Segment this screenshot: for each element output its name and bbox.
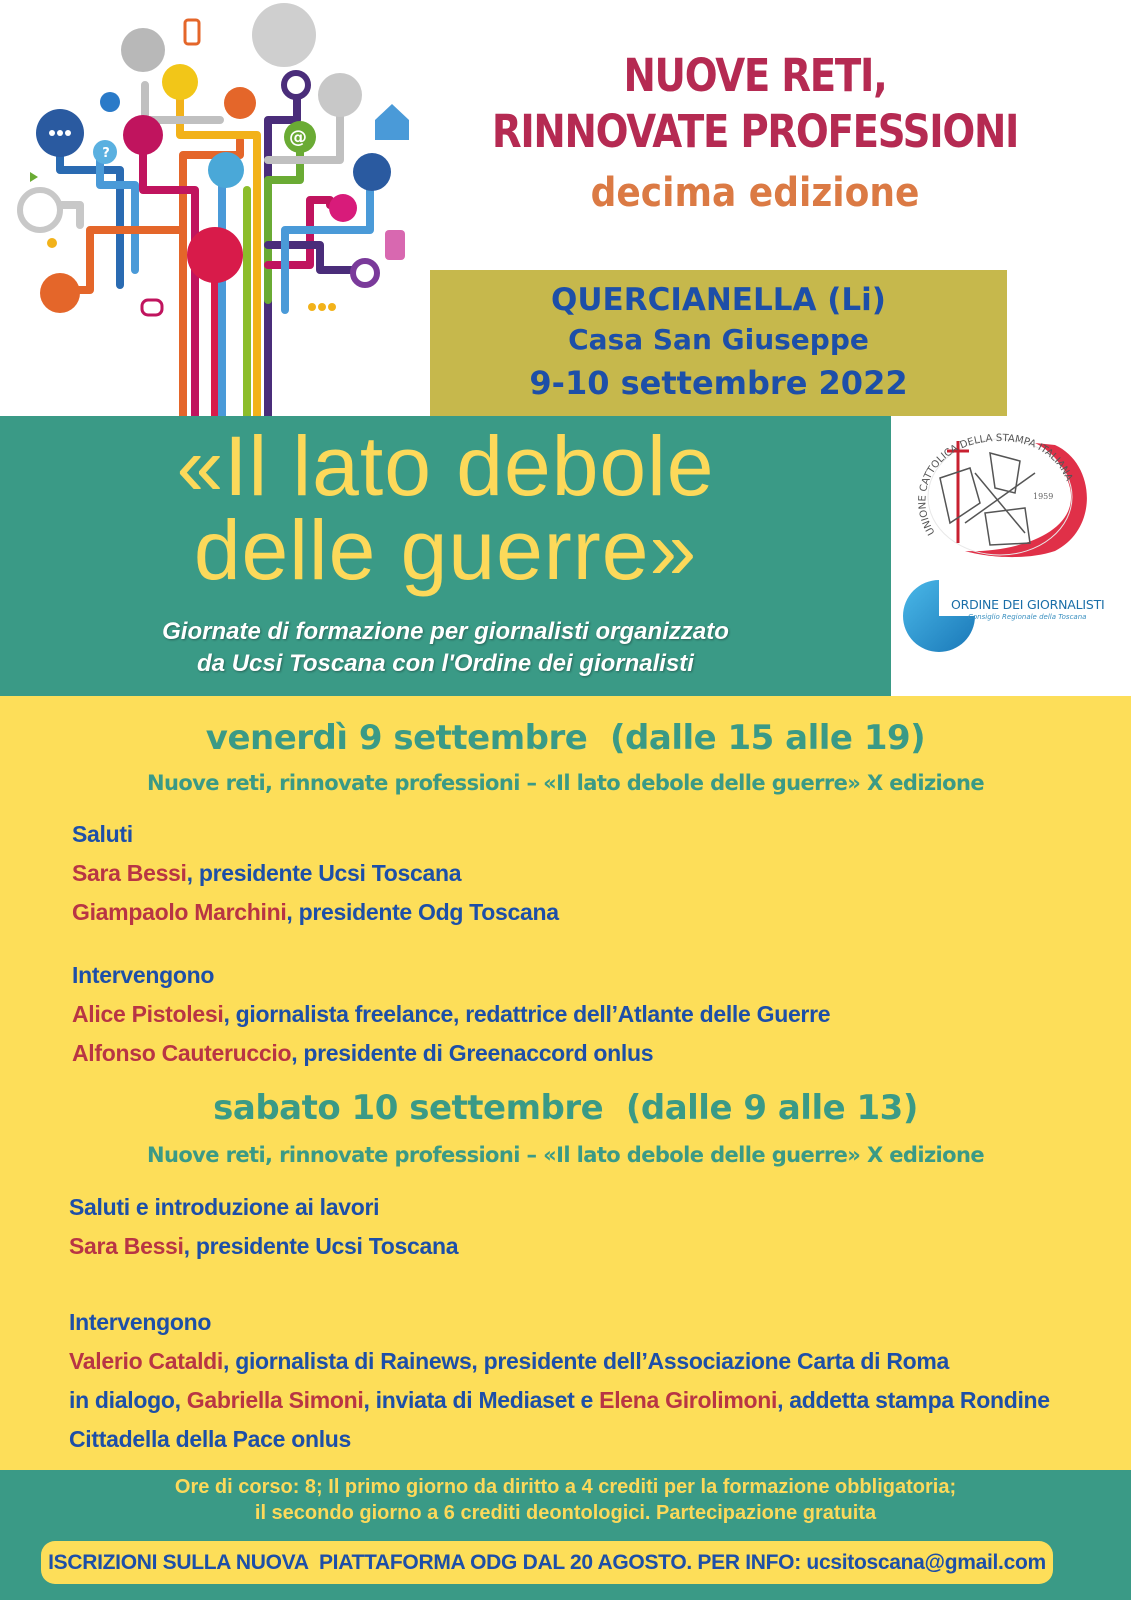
program-item (69, 1381, 1050, 1420)
program-item: Cittadella della Pace onlus (69, 1426, 352, 1452)
day1-greetings-label: Saluti (72, 821, 133, 847)
svg-text:?: ? (102, 146, 110, 161)
svg-text:UNIONE CATTOLICA DELLA STAMPA: UNIONE CATTOLICA DELLA STAMPA ITALIANA (917, 433, 1075, 537)
svg-text:@: @ (289, 127, 307, 148)
day2-title: sabato 10 settembre (dalle 9 alle 13) (213, 1088, 918, 1128)
program-item (72, 854, 830, 893)
day2-program (69, 1188, 1050, 1459)
course-credits (0, 1474, 1131, 1526)
speaker-role: , inviata di Mediaset e (363, 1387, 600, 1413)
speaker-name: Gabriella Simoni (186, 1387, 364, 1413)
day2-greetings-label: Saluti e introduzione ai lavori (69, 1194, 380, 1220)
speaker-role: , giornalista freelance, redattrice dell’Atlante delle Guerre (223, 1001, 831, 1027)
speaker-name: Sara Bessi (69, 1233, 184, 1259)
speaker-prefix: in dialogo, (69, 1387, 187, 1413)
venue-city: QUERCIANELLA (Li) (551, 282, 886, 318)
title-line-2: RINNOVATE PROFESSIONI (491, 105, 1019, 158)
speaker-name: Elena Girolimoni (599, 1387, 778, 1413)
odg-name: ORDINE DEI GIORNALISTI (951, 597, 1105, 612)
speaker-role: , presidente Ucsi Toscana (183, 1233, 459, 1259)
speaker-name: Alfonso Cauteruccio (72, 1040, 292, 1066)
venue-place: Casa San Giuseppe (568, 323, 869, 356)
venue-box (430, 270, 1007, 416)
speaker-name: Valerio Cataldi (69, 1348, 224, 1374)
credits-line-2: il secondo giorno a 6 crediti deontologici. Partecipazione gratuita (254, 1502, 877, 1524)
event-title (0, 419, 891, 597)
program-item (69, 1227, 1050, 1266)
speaker-name: Sara Bessi (72, 860, 187, 886)
speaker-role: , presidente di Greenaccord onlus (291, 1040, 654, 1066)
program-item (72, 893, 830, 932)
tagline-line-2: da Ucsi Toscana con l'Ordine dei giornalisti (197, 650, 694, 677)
title-line-1: NUOVE RETI, (623, 49, 887, 102)
svg-text:1959: 1959 (1033, 492, 1054, 501)
odg-subtitle: Consiglio Regionale della Toscana (968, 613, 1087, 621)
event-title-line-2: delle guerre» (193, 503, 698, 597)
speaker-name: Giampaolo Marchini (72, 899, 287, 925)
day1-speakers-label: Intervengono (72, 962, 215, 988)
event-title-line-1: «Il lato debole (176, 419, 715, 513)
program-item (69, 1342, 1050, 1381)
network-tree-icon (0, 0, 420, 416)
program-item (72, 1034, 830, 1073)
speaker-role: , presidente Odg Toscana (286, 899, 559, 925)
event-tagline (0, 616, 891, 680)
enrollment-banner: ISCRIZIONI SULLA NUOVA PIATTAFORMA ODG DAL 20 AGOSTO. PER INFO: ucsitoscana@gmail.com (41, 1541, 1053, 1584)
speaker-role: , addetta stampa Rondine (777, 1387, 1050, 1413)
speaker-role: , giornalista di Rainews, presidente dell’Associazione Carta di Roma (223, 1348, 950, 1374)
header-title (415, 48, 1095, 218)
day1-title: venerdì 9 settembre (dalle 15 alle 19) (205, 718, 926, 758)
speaker-name: Alice Pistolesi (72, 1001, 224, 1027)
day1-subtitle: Nuove reti, rinnovate professioni – «Il lato debole delle guerre» X edizione (147, 771, 984, 795)
day1-program (72, 815, 830, 1073)
tagline-line-1: Giornate di formazione per giornalisti organizzato (162, 618, 729, 645)
credits-line-1: Ore di corso: 8; Il primo giorno da diritto a 4 crediti per la formazione obbligatoria; (174, 1476, 957, 1498)
speaker-role: , presidente Ucsi Toscana (186, 860, 462, 886)
day2-speakers-label: Intervengono (69, 1309, 212, 1335)
day2-subtitle: Nuove reti, rinnovate professioni – «Il lato debole delle guerre» X edizione (147, 1143, 984, 1167)
venue-dates: 9-10 settembre 2022 (529, 364, 908, 402)
edition-label: decima edizione (590, 170, 920, 216)
ucsi-logo-icon (905, 433, 1095, 559)
program-item (72, 995, 830, 1034)
